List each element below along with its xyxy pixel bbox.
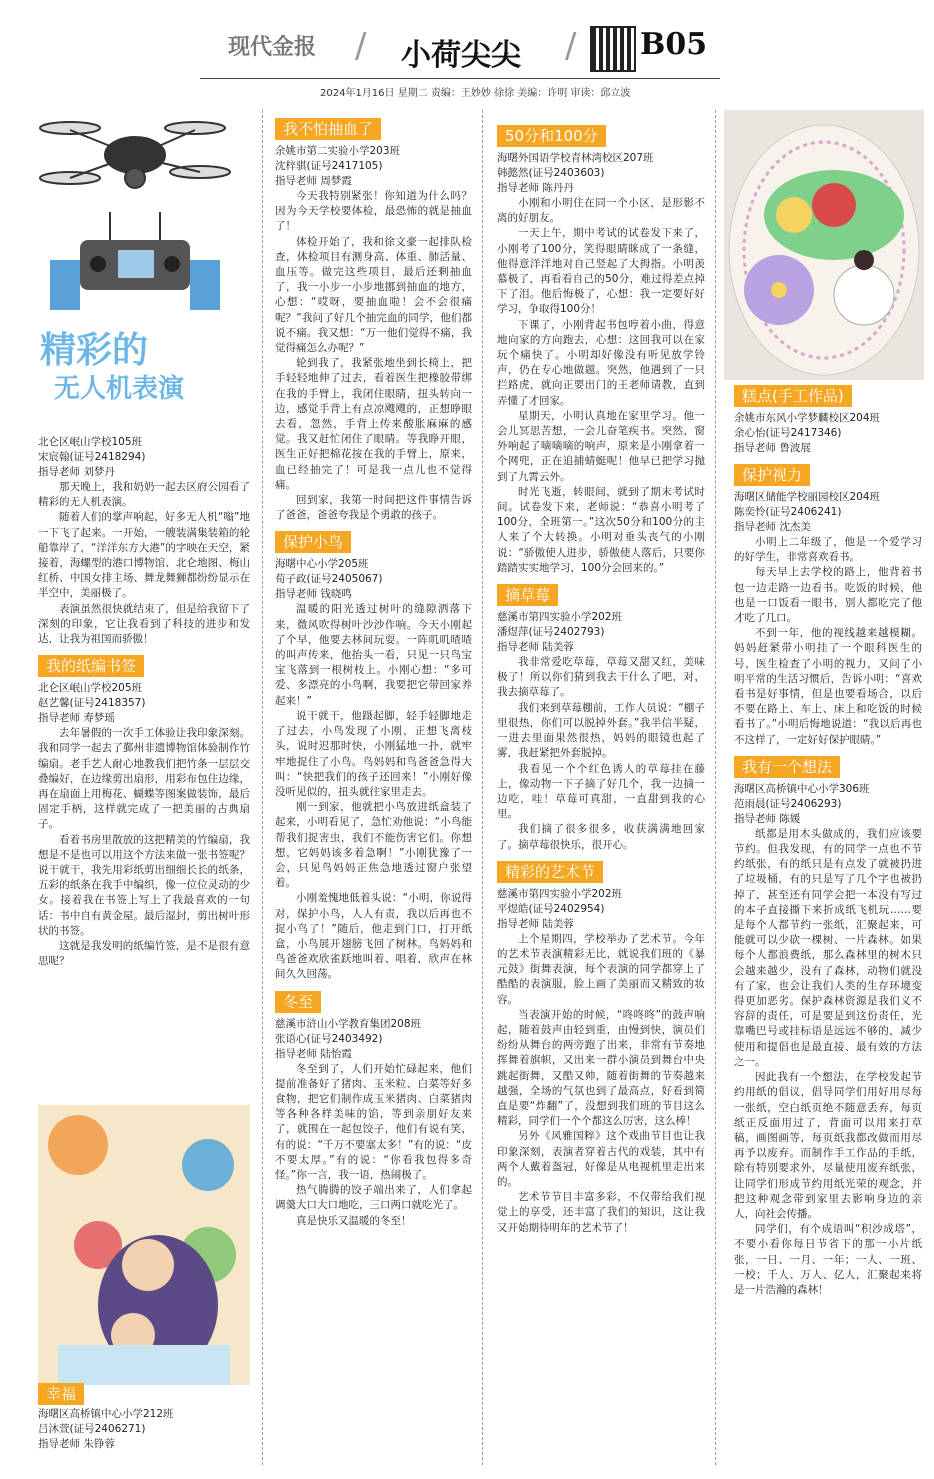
drone-illustration-icon: [30, 100, 245, 315]
paragraph: 时光飞逝，转眼间，就到了期末考试时间。试卷发下来，老师说：“恭喜小明考了100分，全班第一。”这次50分和100分的主人来了个大转换。小明对垂头丧气的小刚说：“骄傲使人进步，骄傲使人落后，只要你踏踏实实地学习，100分会回来的。”: [497, 485, 705, 574]
paragraph: 星期天，小明认真地在家里学习。他一会儿冥思苦想，一会儿奋笔疾书。突然，窗外响起了嘀嘀嘀的响声，原来是小刚拿着一个网兜，正在追捕蜻蜓呢！他早已把学习抛到了九霄云外。: [497, 409, 705, 483]
teacher: 指导老师 寿梦瑶: [38, 712, 115, 725]
author: 平煜皓(证号2402954): [497, 902, 605, 915]
author: 韩懿然(证号2403603): [497, 167, 605, 179]
paragraph: 随着人们的掌声响起，好多无人机“嗡”地一下飞了起来。一开始，一艘装满集装箱的轮船靠岸了，“洋洋东方大港”的字映在天空，紧接着，海螺型的港口博物馆、北仑地图、梅山红桥、中国女排主场、舞龙舞狮都纷纷显示在半空中，美丽极了。: [38, 511, 250, 600]
article-title: 糕点(手工作品): [734, 385, 852, 407]
page-number: B05: [640, 27, 708, 62]
school: 慈溪市第四实验小学202班: [497, 611, 623, 624]
teacher: 指导老师 刘梦丹: [38, 466, 115, 478]
paragraph: 一天上午，期中考试的试卷发下来了，小刚考了100分，笑得眼睛眯成了一条缝，他得意洋洋地对自己竖起了大拇指。小明羡慕极了，再看看自己的50分，难过得差点掉下了泪。他后悔极了，心想：我一定要好好学习，争取得100分！: [497, 227, 705, 316]
paragraph: 我们摘了很多很多，收获满满地回家了。摘草莓很快乐，很开心。: [497, 823, 705, 851]
paragraph: 冬至到了，人们开始忙碌起来，他们提前准备好了猪肉、玉米粒、白菜等好多食物，把它们制作成玉米猪肉、白菜猪肉等各种各样美味的馅，等到亲朋好友来了，就围在一起包饺子，他们有说有笑，有的说：“千万不要塞太多！”有的说：“皮不要太厚。”有的说：“你看我包得多奇怪。”你一言，我一语，热闹极了。: [275, 1062, 472, 1181]
article-title: 保护小鸟: [275, 531, 351, 553]
paragraph: 回到家，我第一时间把这件事情告诉了爸爸，爸爸夸我是个勇敢的孩子。: [275, 494, 472, 522]
school: 余姚市东风小学梦麟校区204班: [734, 412, 881, 424]
headline-line2: 无人机表演: [54, 374, 185, 404]
paragraph: 我们来到草莓棚前，工作人员说：“棚子里很热，你们可以脱掉外套。”我半信半疑，一进去里面果然很热，妈妈的眼镜也起了雾，我赶紧把外套脱掉。: [497, 701, 705, 760]
divider-slash: /: [565, 26, 577, 66]
painting-artwork-icon: [38, 1105, 250, 1385]
author: 范雨晨(证号2406293): [734, 797, 842, 810]
newspaper-name: 现代金报: [228, 34, 317, 60]
teacher: 指导老师 周梦霞: [275, 175, 352, 187]
section-name: 小荷尖尖: [401, 38, 521, 73]
paragraph: 因此我有一个想法，在学校发起节约用纸的倡议，倡导同学们用好用尽每一张纸，空白纸页绝不随意丢弃，每页纸正反面用过了，背面可以用来打草稿，画图画等，每页纸我都改做而用尽再予以废弃。而制作手工作品的手纸，除有特别要求外，尽量使用废弃纸张，让同学们形成节约用纸光荣的观念，并把这种观念带到家里去影响身边的亲人，向社会传播。: [734, 1071, 922, 1220]
paragraph: 不到一年，他的视线越来越模糊。妈妈赶紧带小明挂了一个眼科医生的号，医生检查了小明的视力，又问了小明平常的生活习惯后，告诉小明：“喜欢看书是好事情，但是也要看场合，以后不要在路上、车上、床上和吃饭的时候看书了。”小明后悔地说道：“我以后再也不这样了，一定好好保护眼睛。”: [734, 627, 922, 746]
article-title: 我不怕抽血了: [275, 118, 381, 140]
article-happiness: [38, 1383, 250, 1452]
paragraph: 刚一到家，他就把小鸟放进纸盒装了起来，小明看见了，急忙劝他说：“小鸟能帮我们捉害虫，我们不能伤害它们。你想想，它妈妈该多着急啊！”小刚犹豫了一会，只见鸟妈妈正焦急地透过窗户张望着。: [275, 801, 472, 890]
paragraph: 我非常爱吃草莓，草莓又甜又红，美味极了！所以你们猜到我去干什么了吧，对，我去摘草莓了。: [497, 656, 705, 699]
paragraph: 今天我特别紧张！你知道为什么吗？因为今天学校要体检，最恐怖的就是抽血了！: [275, 190, 472, 233]
paragraph: 看着书房里散放的这把精美的竹编扇，我想是不是也可以用这个方法来做一张书签呢？说干就干，我先用彩纸剪出细细长长的纸条，五彩的纸条在我手中编织，像一位位灵动的少女。接着我在书签上写上了我最喜欢的一句话：书中自有黄金屋。最后湿封，剪出树叶形状的书签。: [38, 833, 250, 937]
school: 海曙区高桥镇中心小学212班: [38, 1408, 174, 1420]
paragraph: 温暖的阳光透过树叶的缝隙洒落下来，微风吹得树叶沙沙作响。今天小刚起了个早，他要去林间玩耍。一阵叽叽喳喳的叫声传来，他抬头一看，只见一只鸟宝宝飞落到一根树枝上。小刚心想：“多可爱、多漂亮的小鸟啊，我要把它带回家养起来！”: [275, 603, 472, 707]
school: 慈溪市第四实验小学202班: [497, 887, 623, 900]
article-title: 幸福: [38, 1383, 84, 1405]
author: 余心怡(证号2417346): [734, 427, 842, 439]
paragraph: 说干就干，他蹑起脚，轻手轻脚地走了过去，小鸟发现了小刚，正想飞离枝头，说时迟那时快，小刚猛地一扑，就牢牢地捉住了小鸟。鸟妈妈和鸟爸爸急得大叫：“快把我们的孩子还回来！”小刚好像没听见似的，扭头就往家里走去。: [275, 709, 472, 798]
school: 北仑区岷山学校105班: [38, 436, 143, 448]
author: 宋宸翰(证号2418294): [38, 451, 146, 463]
column-divider: [482, 110, 483, 1465]
teacher: 指导老师 朱铮蓉: [38, 1438, 115, 1450]
author: 赵艺馨(证号2418357): [38, 697, 146, 710]
article-drone: [38, 435, 250, 1095]
paragraph: 那天晚上，我和奶奶一起去区府公园看了精彩的无人机表演。: [38, 481, 250, 509]
qr-code-icon[interactable]: [590, 26, 636, 72]
masthead-rule: [200, 78, 720, 79]
column-3: [497, 125, 705, 1465]
feature-headline: [40, 330, 184, 406]
paragraph: 上个星期四，学校举办了艺术节。今年的艺术节表演精彩无比，就说我们班的《暴元鼓》街舞表演，每个表演的同学都穿上了酷酷的表演服，脸上画了美丽而又精致的妆容。: [497, 932, 705, 1006]
author: 潘煜萍(证号2402793): [497, 626, 605, 639]
masthead: [0, 0, 934, 99]
article-title: 50分和100分: [497, 125, 606, 147]
paragraph: 我看见一个个红色诱人的草莓挂在藤上，像动物一下子摘了好几个，我一边摘一边吃，哇！草莓可真甜，一直甜到我的心里。: [497, 762, 705, 821]
paragraph: 另外《风雅国粹》这个戏曲节目也让我印象深刻，表演者穿着古代的戏装，其中有两个人戴着盔冠，好像是从电视机里走出来的。: [497, 1130, 705, 1188]
teacher: 指导老师 陆美蓉: [497, 917, 574, 930]
dateline: 2024年1月16日 星期二 责编：王妙妙 徐徐 美编：许明 审读：邱立波: [320, 88, 631, 99]
column-divider: [715, 110, 716, 1465]
teacher: 指导老师 沈杰美: [734, 521, 811, 533]
paragraph: 热气腾腾的饺子端出来了，人们拿起调羹大口大口地吃，三口两口就吃光了。: [275, 1184, 472, 1212]
author: 张语心(证号2403492): [275, 1032, 383, 1045]
school: 海曙区储能学校丽园校区204班: [734, 491, 881, 503]
paragraph: 小刚羞愧地低着头说：“小明，你说得对，保护小鸟，人人有责，我以后再也不捉小鸟了！”随后，他走到门口，打开纸盒，小鸟展开翅膀飞回了树林。鸟妈妈和鸟爸爸欢欣雀跃地叫着、唱着，欣声在林间久久回荡。: [275, 892, 472, 981]
teacher: 指导老师 钱晓鸣: [275, 588, 352, 601]
column-divider: [262, 110, 263, 1465]
author: 荀子政(证号2405067): [275, 573, 383, 586]
paragraph: 去年暑假的一次手工体验让我印象深刻。我和同学一起去了鄞州非遗博物馆体验制作竹编扇。老手艺人耐心地教我们把竹条一层层交叠编好，在边缘剪出扇形，用彩布包住边缘，再在扇面上用梅花、蝴蝶等图案做装饰，最后固定手柄，这样就完成了一把美丽的古典扇子。: [38, 727, 250, 831]
paragraph: 小明上二年级了，他是一个爱学习的好学生，非常喜欢看书。: [734, 536, 922, 564]
school: 海曙区高桥镇中心小学306班: [734, 782, 870, 795]
paragraph: 下课了，小刚背起书包哼着小曲，得意地向家的方向跑去，心想：这回我可以在家玩个痛快了。小明却好像没有听见放学铃声，仍在专心地做题。突然，他遇到了一只拦路虎，就向正要出门的王老师请教，直到弄懂了才回家。: [497, 318, 705, 407]
pastry-photo-icon: [724, 110, 924, 380]
paragraph: 这就是我发明的纸编竹签，是不是很有意思呢？: [38, 940, 250, 968]
teacher: 指导老师 陈丹丹: [497, 182, 574, 194]
paragraph: 当表演开始的时候，“咚咚咚”的鼓声响起，随着鼓声由轻到重，由慢到快，演员们纷纷从舞台的两旁跑了出来，非常有节奏地挥舞着旗帜，又出来一群小演员到舞台中央跳起街舞，又酷又帅，随着街舞的节奏越来越强，全场的气氛也到了最高点，好看到简直是要“炸翻”了，没想到我们班的节目这么精彩，同学们一个个都这么厉害，这么棒！: [497, 1008, 705, 1128]
column-4: [734, 385, 922, 1465]
teacher: 指导老师 陆怡霞: [275, 1047, 352, 1060]
school: 海曙中心小学205班: [275, 558, 369, 571]
paragraph: 表演虽然很快就结束了，但是给我留下了深刻的印象，它让我看到了科技的进步和发达，让我为祖国而骄傲！: [38, 602, 250, 646]
teacher: 指导老师 陈媛: [734, 812, 801, 825]
author: 沈梓骐(证号2417105): [275, 160, 383, 172]
article-title: 保护视力: [734, 464, 810, 486]
article-title: 精彩的艺术节: [497, 861, 603, 883]
paragraph: 纸都是用木头做成的，我们应该要节约。但我发现，有的同学一点也不节约纸张，有的纸只是有点发了就被扔进了垃圾桶，有的只是写了几个字也被扔掉了，甚至还有同学会把一本没有写过的本子直接撕下来折成纸飞机玩……要是每个人都节约一张纸，汇聚起来，可能就可以少砍一棵树、一片森林。如果每个人都浪费纸，那么森林里的树木只会越来越少，没有了森林，动物们就没有了家，也会让我们人类的生存环境变得更加恶劣。保护森林资源是我们义不容辞的责任，可是要是到这份责任，光靠嘴巴号或挂标语是远远不够的，减少使用和提倡也是最直接、最有效的方法之一。: [734, 827, 922, 1068]
school: 余姚市第二实验小学203班: [275, 145, 401, 157]
paragraph: 艺术节节目丰富多彩，不仅带给我们视觉上的享受，还丰富了我们的知识，这让我又开始期待明年的艺术节了！: [497, 1191, 705, 1234]
paragraph: 体检开始了，我和徐文豪一起排队检查，体检项目有测身高、体重、肺活量、血压等。做完这些项目，最后还剩抽血了，我一小步一小步地挪到抽血的地方，心想：“哎呀，要抽血啦！会不会很痛呢？”我问了好几个抽完血的同学，他们都说不痛。我又想：“万一他们觉得不痛，我觉得痛怎么办呢？”: [275, 235, 472, 355]
paragraph: 同学们，有个成语叫“积沙成塔”，不要小看你每日节省下的那一小片纸张，一日、一月、一年；一人、一班、一校；千人、万人、亿人，汇聚起来将是一片浩瀚的森林！: [734, 1223, 922, 1296]
article-title: 摘草莓: [497, 584, 558, 606]
paragraph: 小刚和小明住在同一个小区，是形影不离的好朋友。: [497, 197, 705, 225]
school: 慈溪市浒山小学教育集团208班: [275, 1017, 422, 1030]
headline-line1: 精彩的: [40, 330, 149, 371]
teacher: 指导老师 鲁波展: [734, 442, 811, 454]
divider-slash: /: [355, 26, 367, 66]
paragraph: 轮到我了，我紧张地坐到长椅上，把手轻轻地伸了过去，看着医生把橡胶带绑在我的手臂上，我闭住眼睛，扭头转向一边，感觉手背上有点凉飕飕的，正想睁眼去看，忽然，手背上传来酸胀麻麻的感觉。我又赶忙闭住了眼睛。等我睁开眼，医生正好把棉花按在我的手臂上，原来，血已经抽完了！可是我一点儿也不觉得痛。: [275, 357, 472, 491]
author: 吕沐萱(证号2406271): [38, 1423, 146, 1435]
column-2: [275, 118, 472, 1463]
school: 北仑区岷山学校205班: [38, 682, 143, 695]
paragraph: 每天早上去学校的路上，他背着书包一边走路一边看书。吃饭的时候，他也是一口饭看一眼书，别人都吃完了他才吃了几口。: [734, 566, 922, 625]
school: 海曙外国语学校青林湾校区207班: [497, 152, 654, 164]
paragraph: 真是快乐又温暖的冬至！: [296, 1214, 412, 1227]
teacher: 指导老师 陆美蓉: [497, 641, 574, 654]
article-title: 冬至: [275, 991, 321, 1013]
author: 陈奕怜(证号2406241): [734, 506, 842, 518]
article-title: 我有一个想法: [734, 756, 840, 778]
article-title: 我的纸编书签: [38, 655, 144, 677]
